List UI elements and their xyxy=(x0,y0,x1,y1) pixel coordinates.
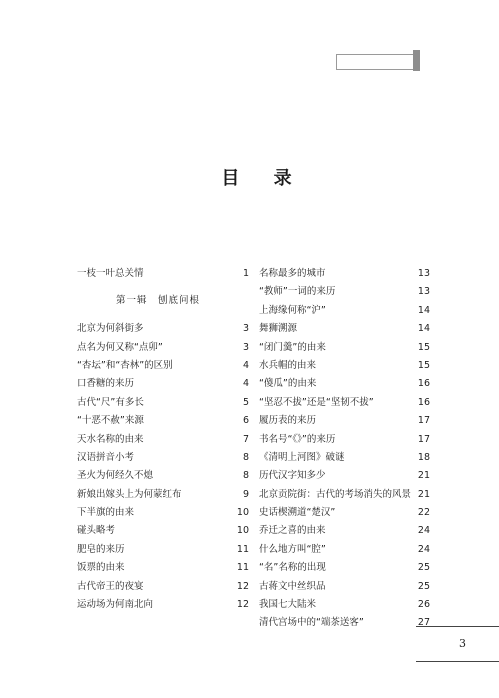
toc-entry[interactable]: 古蒋文中丝织品 25 xyxy=(259,580,430,592)
toc-section-heading: 第一辑 刨底问根 xyxy=(115,295,200,307)
header-decoration-cap xyxy=(413,50,420,71)
toc-entry[interactable]: 碰头略考 10 xyxy=(77,525,249,537)
toc-entry[interactable]: 圣火为何经久不熄 8 xyxy=(77,470,249,482)
toc-entry[interactable]: “十恶不赦”来源 6 xyxy=(77,415,249,427)
toc-entry[interactable]: 天水名称的由来 7 xyxy=(77,433,249,445)
toc-entry[interactable]: 北京贡院街：古代的考场消失的风景 21 xyxy=(259,488,430,500)
toc-entry[interactable]: 历代汉字知多少 21 xyxy=(259,470,430,482)
toc-entry[interactable]: “傻瓜”的由来 16 xyxy=(259,378,430,390)
toc-entry[interactable]: 古代“尺”有多长 5 xyxy=(77,396,249,408)
toc-entry[interactable]: 名称最多的城市 13 xyxy=(259,268,430,279)
toc-entry[interactable]: 点名为何又称“点卯” 3 xyxy=(77,341,249,353)
page-number-box xyxy=(416,626,499,662)
toc-entry[interactable]: 我国七大陆米 26 xyxy=(259,599,430,611)
toc-entry[interactable]: 上海缘何称“沪” 14 xyxy=(259,304,430,316)
toc-entry[interactable]: “闭门羹”的由来 15 xyxy=(259,341,430,353)
toc-entry[interactable]: 什么地方叫“腔” 24 xyxy=(259,543,430,555)
toc-entry[interactable]: 运动场为何南北向 12 xyxy=(77,599,249,611)
toc-entry[interactable]: 《清明上河图》破谜 18 xyxy=(259,451,430,463)
toc-entry[interactable]: 清代宫场中的“端茶送客” 27 xyxy=(259,617,430,629)
toc-entry[interactable]: 新娘出嫁头上为何蒙红布 9 xyxy=(77,488,249,500)
toc-entry[interactable]: 舞狮溯源 14 xyxy=(259,323,430,335)
toc-entry[interactable]: “教师”一词的来历 13 xyxy=(259,286,430,298)
toc-entry[interactable]: 乔迁之喜的由来 24 xyxy=(259,525,430,537)
toc-right-column xyxy=(259,265,430,633)
toc-entry[interactable]: “杏坛”和“杏林”的区别 4 xyxy=(77,359,249,371)
toc-entry[interactable]: 履历表的来历 17 xyxy=(259,415,430,427)
toc-entry[interactable]: 水兵帽的由来 15 xyxy=(259,359,430,371)
toc-entry[interactable]: “名”名称的出现 25 xyxy=(259,562,430,574)
toc-entry[interactable]: 口香糖的来历 4 xyxy=(77,378,249,390)
toc-entry[interactable]: 书名号“《》”的来历 17 xyxy=(259,433,430,445)
toc-entry[interactable]: 饭票的由来 11 xyxy=(77,562,249,574)
toc-entry[interactable]: 肥皂的来历 11 xyxy=(77,543,249,555)
toc-entry[interactable]: 汉语拼音小考 8 xyxy=(77,451,249,463)
toc-left-column xyxy=(77,265,249,614)
page-title: 目 录 xyxy=(221,168,306,189)
toc-entry[interactable]: 北京为何斜街多 3 xyxy=(77,323,249,335)
toc-entry[interactable]: 下半旗的由来 10 xyxy=(77,507,249,519)
page-number: 3 xyxy=(459,637,466,650)
toc-entry[interactable]: “坚忍不拔”还是“坚韧不拔” 16 xyxy=(259,396,430,408)
toc-entry[interactable]: 古代帝王的夜宴 12 xyxy=(77,580,249,592)
toc-entry[interactable]: 一枝一叶总关情 1 xyxy=(77,268,249,279)
header-decoration-bar xyxy=(336,54,414,70)
toc-entry[interactable]: 史话楔溯道“楚汉” 22 xyxy=(259,507,430,519)
